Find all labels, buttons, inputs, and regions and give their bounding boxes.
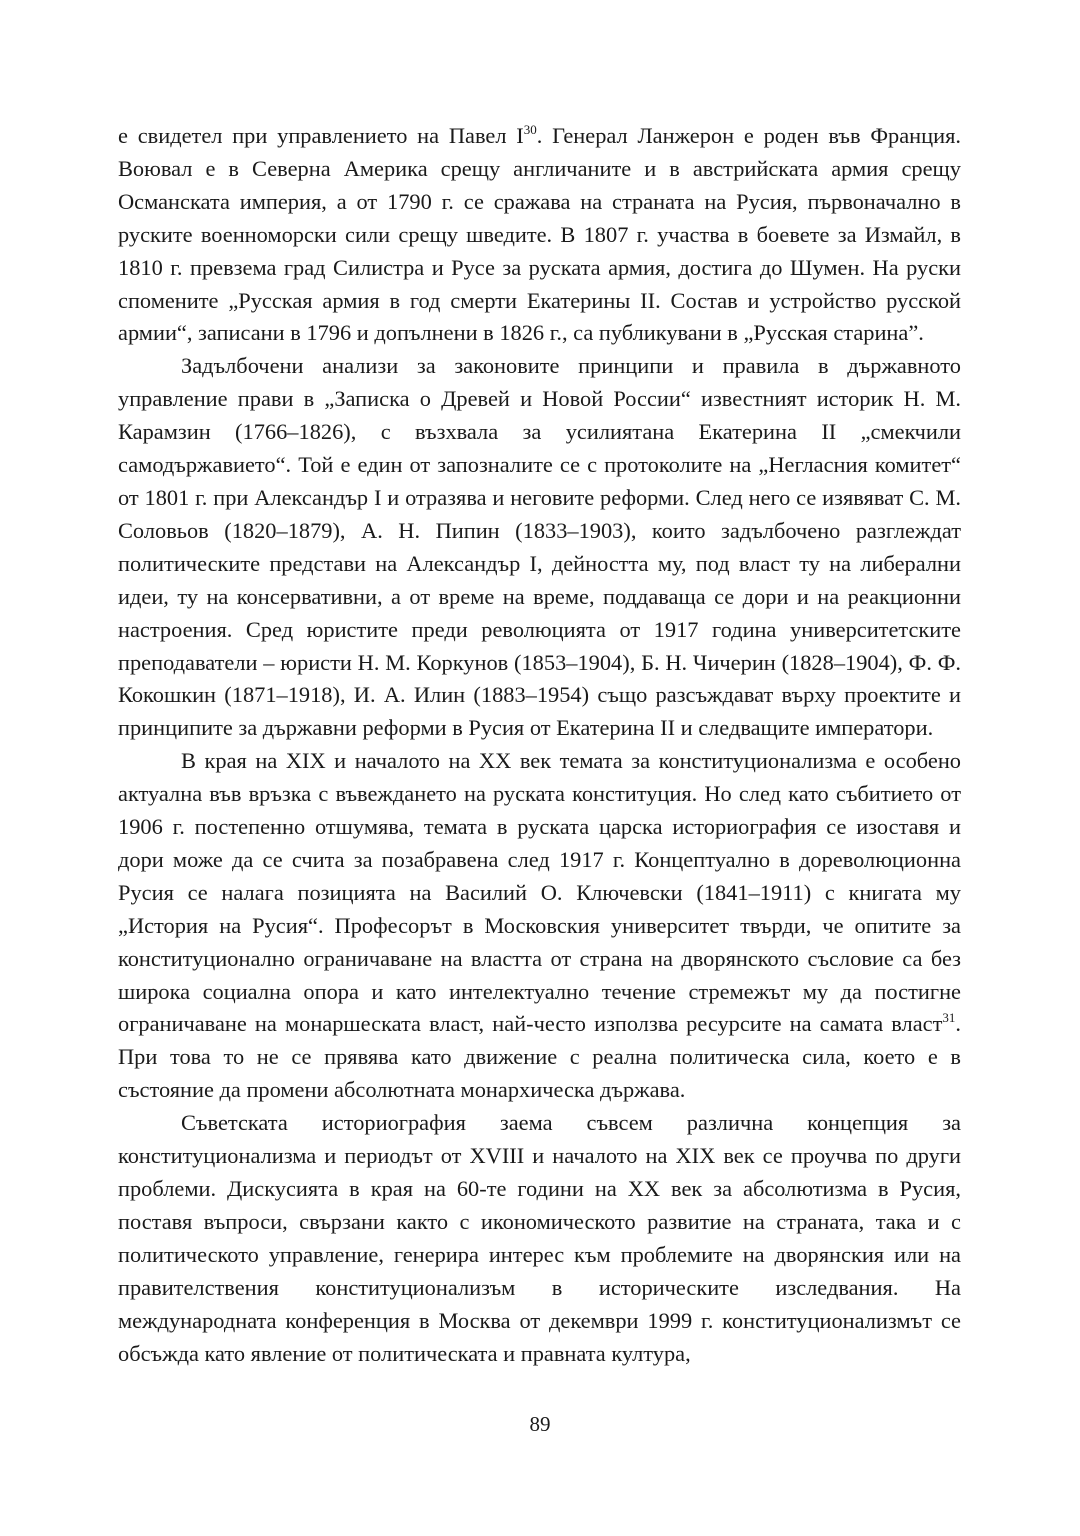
footnote-ref-31: 31 (942, 1010, 956, 1026)
paragraph-1 (118, 120, 961, 350)
paragraph-text: е свидетел при управлението на Павел I (118, 123, 524, 148)
page-number: 89 (529, 1412, 551, 1436)
footnote-ref-30: 30 (523, 122, 537, 137)
paragraph-text: Задълбочени анализи за законовите принципи и правила в държавното управление прави в „Записка о Древей и Новой России“ известният историк Н. М. Карамзин (1766–1826), с възхвала за усилиятана Екатерина II „смекчили самодържавието“. Той е един от запозналите се с протоколите на „Негласния комитет“ от 1801 г. при Александър I и отразява и неговите реформи. След него се изявяват С. М. Соловьов (1820–1879), А. Н. Пипин (1833–1903), които задълбочено разглеждат политическите представи на Александър I, дейността му, под власт ту на либерални идеи, ту на консервативни, а от време на време, поддаваща се дори и на реакционни настроения. Сред юристите преди революцията от 1917 година университетските преподаватели – юристи Н. М. Коркунов (1853–1904), Б. Н. Чичерин (1828–1904), Ф. Ф. Кокошкин (1871–1918), И. А. Илин (1883–1954) също разсъждават върху проектите и принципите за държавни реформи в Русия от Екатерина II и следващите императори. (118, 353, 961, 741)
paragraph-text: . Генерал Ланжерон е роден във Франция. Воювал е в Северна Америка срещу англичаните и в австрийската армия срещу Османската империя, а от 1790 г. се сражава на страната на Русия, първоначално в руските военноморски сили срещу шведите. В 1807 г. участва в боевете за Измайл, в 1810 г. превзема град Силистра и Русе за руската армия, достига до Шумен. На руски спомените „Русская армия в год смерти Екатерины II. Состав и устройство русской армии“, записани в 1796 и допълнени в 1826 г., са публикувани в „Русская старина”. (118, 123, 961, 346)
paragraph-text: В края на XIX и началото на XX век темата за конституционализма е особено актуална във връзка с въвеждането на руската конституция. Но след като събитието от 1906 г. постепенно отшумява, темата в руската царска историография се изоставя и дори може да се счита за позабравена след 1917 г. Концептуално в дореволюционна Русия се налага позицията на Василий О. Ключевски (1841–1911) с книгата му „История на Русия“. Професорът в Московския университет твърди, че опитите за конституционално ограничаване на властта от страна на дворянското съсловие са без широка социална опора и като интелектуално течение стремежът му да постигне ограничаване на монаршеската власт, най-често използва ресурсите на самата власт (118, 748, 961, 1037)
paragraph-2 (118, 350, 961, 745)
paragraph-text: . При това то не се прявява като движение с реална политическа сила, което е в състояние да промени абсолютната монархическа държава. (118, 1011, 961, 1103)
paragraph-3 (118, 745, 961, 1107)
paragraph-text: Съветската историография заема съвсем различна концепция за конституционализма и периодът от XVIII и началото на XIX век се проучва по други проблеми. Дискусията в края на 60-те години на XX век за абсолютизма в Русия, поставя въпроси, свързани както с икономическото развитие на страната, така и с политическото управление, генерира интерес към проблемите на дворянския или на правителствения конституционализъм в историческите изследвания. На международната конференция в Москва от декември 1999 г. конституционализмът се обсъжда като явление от политическата и правната култура, (118, 1110, 961, 1366)
paragraph-4 (118, 1107, 961, 1370)
body-text (118, 120, 961, 1370)
